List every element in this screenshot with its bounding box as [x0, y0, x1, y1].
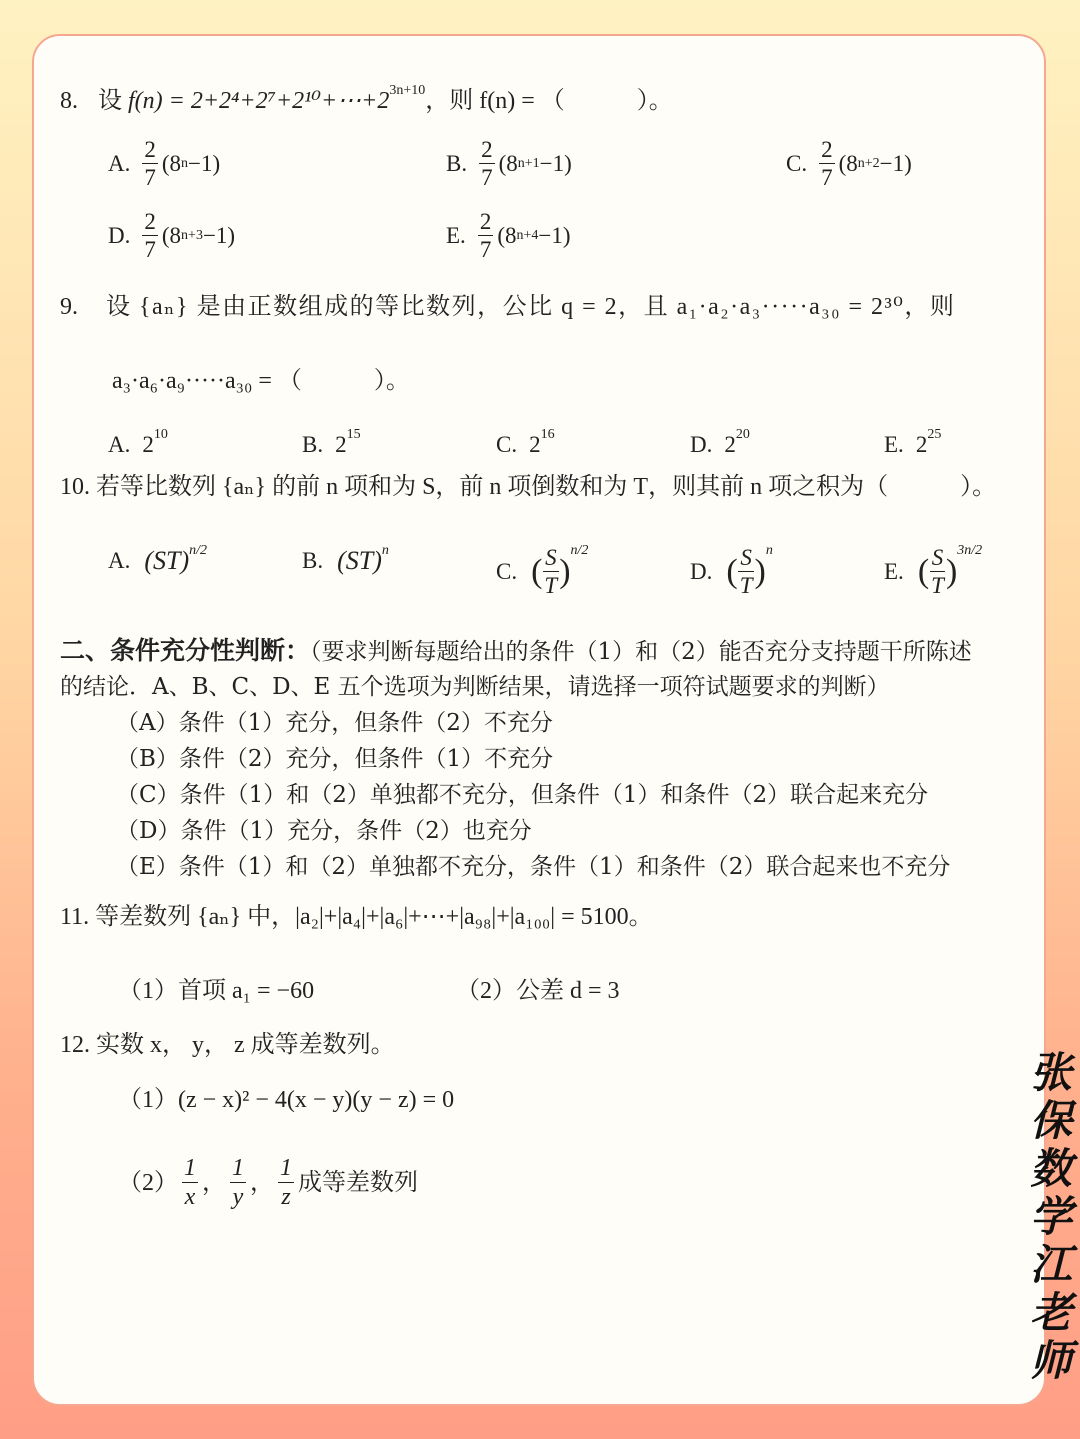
q12-fractions — [178, 1156, 298, 1209]
option-fraction — [142, 210, 158, 261]
q8-number: 8. — [60, 88, 78, 114]
q8-option-d — [108, 210, 235, 261]
q8-prefix: 设 — [98, 88, 122, 114]
option-base: 2 — [335, 432, 347, 457]
option-tail: −1) — [188, 150, 221, 176]
option-fraction-den: T — [739, 573, 753, 598]
option-label: D. — [108, 222, 131, 248]
q11-condition-2: （2）公差 d = 3 — [456, 978, 620, 1004]
q10-number: 10. — [60, 474, 90, 500]
option-exponent: n — [181, 155, 189, 171]
q11-stem — [60, 902, 653, 932]
q8-option-c — [786, 138, 912, 189]
option-fraction — [479, 138, 495, 189]
q12-fraction-z-num: 1 — [280, 1155, 292, 1181]
option-tail: −1) — [879, 150, 912, 176]
option-label: E. — [884, 432, 904, 457]
q10-option-d — [690, 543, 773, 598]
q8-stem — [60, 76, 673, 116]
option-base: 2 — [529, 432, 541, 457]
left-paren: ( — [726, 552, 738, 590]
q12-condition-1: （1）(z − x)² − 4(x − y)(y − z) = 0 — [118, 1087, 455, 1113]
option-base: (8 — [838, 150, 858, 176]
section2-intro1: （要求判断每题给出的条件（1）和（2）能否充分支持题干所陈述 — [310, 639, 972, 665]
option-tail: −1) — [539, 150, 572, 176]
option-tail: −1) — [538, 222, 571, 248]
option-exponent: n/2 — [570, 543, 589, 558]
right-paren: ) — [559, 552, 571, 590]
q9-option-b — [302, 420, 361, 460]
q10-option-b — [302, 543, 389, 576]
option-fraction — [819, 138, 835, 189]
option-fraction-num: 2 — [144, 137, 156, 162]
section2-heading — [60, 634, 972, 669]
option-fraction-num: S — [931, 545, 944, 570]
q12-number: 12. — [60, 1032, 90, 1058]
option-base: (8 — [161, 150, 182, 176]
q12-fraction-y-num: 1 — [232, 1155, 244, 1181]
option-label: D. — [690, 432, 713, 457]
option-fraction-den: 7 — [481, 165, 493, 190]
option-base: 2 — [142, 432, 154, 457]
option-fraction — [929, 546, 946, 597]
left-paren: ( — [917, 552, 930, 590]
option-fraction-den: 7 — [144, 165, 156, 190]
comma: ， — [250, 1169, 274, 1196]
option-fraction-den: 7 — [821, 165, 833, 190]
q8-option-a — [108, 138, 220, 189]
option-base: (8 — [497, 222, 517, 248]
option-fraction-num: 2 — [821, 137, 833, 162]
option-exponent: 3n/2 — [957, 543, 983, 558]
option-fraction-num: 2 — [144, 209, 156, 234]
judgement-choice-c: （C）条件（1）和（2）单独都不充分，但条件（1）和条件（2）联合起来充分 — [116, 782, 929, 808]
option-fraction — [478, 210, 494, 261]
option-fraction-den: T — [931, 573, 944, 598]
option-expression: (ST) — [337, 546, 382, 575]
option-fraction-num: S — [740, 545, 752, 570]
option-exponent: n+4 — [516, 227, 539, 243]
q12-fraction-z — [278, 1156, 294, 1209]
q9-option-d — [690, 420, 750, 460]
option-label: C. — [496, 558, 518, 584]
option-fraction-den: 7 — [479, 237, 492, 262]
section2-title: 二、条件充分性判断： — [60, 636, 311, 665]
option-base: (8 — [161, 222, 182, 248]
right-paren: ) — [754, 552, 766, 590]
option-label: C. — [496, 432, 518, 457]
option-tail: −1) — [202, 222, 236, 248]
option-fraction-num: S — [545, 545, 557, 570]
author-watermark: 张保数学江老师 — [1024, 1050, 1073, 1386]
judgement-choice-e: （E）条件（1）和（2）单独都不充分，条件（1）和条件（2）联合起来也不充分 — [116, 854, 951, 880]
option-fraction-num: 2 — [479, 209, 492, 234]
option-base: 2 — [915, 432, 928, 457]
judgement-choice-d: （D）条件（1）充分，条件（2）也充分 — [116, 818, 532, 844]
q9-option-c — [496, 420, 555, 460]
option-exponent: 16 — [540, 427, 555, 442]
option-exponent: n+3 — [181, 227, 203, 243]
q11-number: 11. — [60, 904, 90, 930]
option-label: A. — [108, 150, 131, 176]
q9-line1: 设 {aₙ} 是由正数组成的等比数列，公比 q = 2，且 a₁·a₂·a₃·····a₃₀ = 2³⁰，则 — [106, 294, 956, 320]
q12-text: 实数 x， y， z 成等差数列。 — [96, 1032, 395, 1058]
option-exponent: n+2 — [857, 155, 880, 171]
q8-option-e — [446, 210, 571, 261]
option-base: (8 — [498, 150, 518, 176]
q8-fn-exp: 3n+10 — [389, 83, 426, 98]
option-label: A. — [108, 548, 131, 573]
q12-condition-2 — [118, 1156, 418, 1209]
q10-text: 若等比数列 {aₙ} 的前 n 项和为 S，前 n 项倒数和为 T，则其前 n 项之积为（ ）。 — [96, 474, 997, 500]
option-label: E. — [446, 222, 466, 248]
option-exponent: n+1 — [517, 155, 540, 171]
option-exponent: 10 — [153, 427, 168, 442]
q9-number: 9. — [60, 294, 78, 320]
comma: ， — [202, 1169, 226, 1196]
q12-fraction-x-den: x — [184, 1184, 196, 1210]
left-paren: ( — [531, 552, 543, 590]
q12-fraction-y-den: y — [232, 1184, 244, 1210]
option-label: C. — [786, 150, 808, 176]
q9-stem — [60, 292, 955, 322]
option-label: A. — [108, 432, 131, 457]
q11-text: 等差数列 {aₙ} 中，|a₂|+|a₄|+|a₆|+⋯+|a₉₈|+|a₁₀₀| = 5100。 — [95, 904, 653, 930]
option-exponent: n — [765, 543, 773, 558]
q8-fn-def: f(n) = 2+2⁴+2⁷+2¹⁰+⋯+2 — [128, 88, 390, 114]
section2-intro2: 的结论．A、B、C、D、E 五个选项为判断结果，请选择一项符试题要求的判断） — [60, 674, 890, 700]
option-label: D. — [690, 558, 713, 584]
option-fraction — [542, 546, 559, 597]
option-label: B. — [302, 432, 324, 457]
option-exponent: n — [381, 543, 389, 558]
q8-suffix: ，则 f(n) = （ ）。 — [425, 88, 673, 114]
option-label: E. — [884, 558, 904, 584]
option-exponent: 15 — [346, 427, 361, 442]
q9-option-a — [108, 420, 168, 460]
q10-option-e — [884, 543, 983, 598]
option-expression: (ST) — [144, 546, 190, 575]
option-label: B. — [446, 150, 468, 176]
judgement-choice-b: （B）条件（2）充分，但条件（1）不充分 — [116, 746, 554, 772]
option-exponent: 20 — [735, 427, 750, 442]
q12-fraction-z-den: z — [281, 1184, 291, 1210]
q10-option-a — [108, 543, 208, 576]
option-fraction — [738, 546, 755, 597]
q8-option-b — [446, 138, 572, 189]
q10-option-c — [496, 543, 589, 598]
right-paren: ) — [945, 552, 958, 590]
q12-cond2-label: （2） — [118, 1169, 178, 1196]
option-fraction-den: T — [544, 573, 558, 598]
judgement-choice-a: （A）条件（1）充分，但条件（2）不充分 — [116, 710, 553, 736]
option-label: B. — [302, 548, 324, 573]
q9-line2: a₃·a₆·a₉·····a₃₀ = （ ）。 — [112, 368, 410, 394]
option-fraction — [142, 138, 158, 189]
q10-stem — [60, 472, 996, 502]
q12-cond2-tail: 成等差数列 — [298, 1169, 418, 1196]
q12-fraction-x — [182, 1156, 198, 1209]
q11-condition-1: （1）首项 a₁ = −60 — [118, 978, 315, 1004]
option-fraction-den: 7 — [144, 237, 156, 262]
option-fraction-num: 2 — [481, 137, 493, 162]
q12-fraction-x-num: 1 — [184, 1155, 196, 1181]
option-exponent: n/2 — [189, 543, 208, 558]
q12-fraction-y — [230, 1156, 246, 1209]
q12-stem — [60, 1030, 395, 1060]
option-base: 2 — [724, 432, 736, 457]
q9-option-e — [884, 420, 941, 460]
option-exponent: 25 — [927, 427, 942, 442]
